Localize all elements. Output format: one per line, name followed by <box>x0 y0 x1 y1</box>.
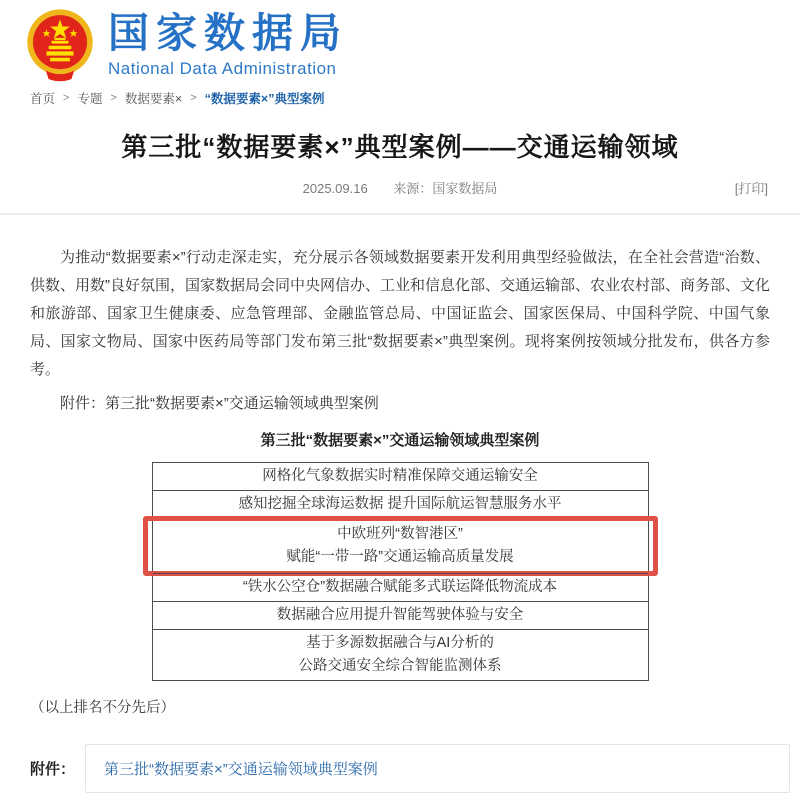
case-title: 基于多源数据融合与AI分析的 <box>306 635 494 651</box>
case-title: 数据融合应用提升智能驾驶体验与安全 <box>276 607 524 623</box>
breadcrumb-home[interactable]: 首页 <box>30 92 56 106</box>
case-title: “铁水公空仓”数据融合赋能多式联运降低物流成本 <box>242 579 558 595</box>
table-row <box>153 463 648 490</box>
breadcrumb-separator: > <box>63 92 70 104</box>
national-emblem-logo[interactable] <box>24 8 96 82</box>
table-row <box>153 490 648 518</box>
table-row <box>153 601 648 629</box>
case-title: 网格化气象数据实时精准保障交通运输安全 <box>262 468 538 484</box>
breadcrumb-separator: > <box>190 92 197 104</box>
breadcrumb-separator: > <box>110 92 117 104</box>
print-button[interactable]: [打印] <box>734 181 768 196</box>
article-body <box>0 244 800 717</box>
site-header <box>0 0 800 82</box>
table-row-highlighted <box>153 518 648 573</box>
attachment-box <box>85 744 790 793</box>
article-meta <box>0 178 800 197</box>
case-title: 感知挖掘全球海运数据 提升国际航运智慧服务水平 <box>238 496 562 512</box>
site-subtitle: National Data Administration <box>108 58 337 78</box>
publish-date: 2025.09.16 <box>302 181 368 196</box>
case-title: 赋能“一带一路”交通运输高质量发展 <box>286 549 514 565</box>
site-title: 国家数据局 <box>108 10 348 57</box>
page-title: 第三批“数据要素×”典型案例——交通运输领域 <box>121 132 679 162</box>
attachment-inline-text: 附件：第三批“数据要素×”交通运输领域典型案例 <box>60 395 379 412</box>
breadcrumb <box>0 82 800 107</box>
attachment-section <box>30 744 790 793</box>
table-row <box>153 629 648 680</box>
header-divider <box>0 213 800 215</box>
breadcrumb-topics[interactable]: 专题 <box>77 92 103 106</box>
article-paragraph: 为推动“数据要素×”行动走深走实，充分展示各领域数据要素开发利用典型经验做法，在全社会营造“治数、供数、用数”良好氛围，国家数据局会同中央网信办、工业和信息化部、交通运输部、农业农村部、商务部、文化和旅游部、国家卫生健康委、应急管理部、金融监管总局、中国证监会、国家医保局、中国科学院、中国气象局、国家文物局、国家中医药局等部门发布第三批“数据要素×”典型案例。现将案例按领域分批发布，供各方参考。 <box>30 249 771 378</box>
attachment-link[interactable]: 第三批“数据要素×”交通运输领域典型案例 <box>104 761 378 778</box>
case-table <box>152 462 649 681</box>
ranking-note: （以上排名不分先后） <box>30 700 175 716</box>
case-table-title: 第三批“数据要素×”交通运输领域典型案例 <box>260 432 540 449</box>
case-title: 中欧班列“数智港区” <box>337 526 463 542</box>
breadcrumb-data-elements[interactable]: 数据要素× <box>124 92 183 106</box>
article-source: 来源：国家数据局 <box>393 181 498 196</box>
attachment-label: 附件： <box>30 761 76 778</box>
case-title: 公路交通安全综合智能监测体系 <box>298 658 502 674</box>
brand-text <box>108 11 348 78</box>
table-row <box>153 573 648 601</box>
breadcrumb-current-page: “数据要素×”典型案例 <box>204 92 325 106</box>
